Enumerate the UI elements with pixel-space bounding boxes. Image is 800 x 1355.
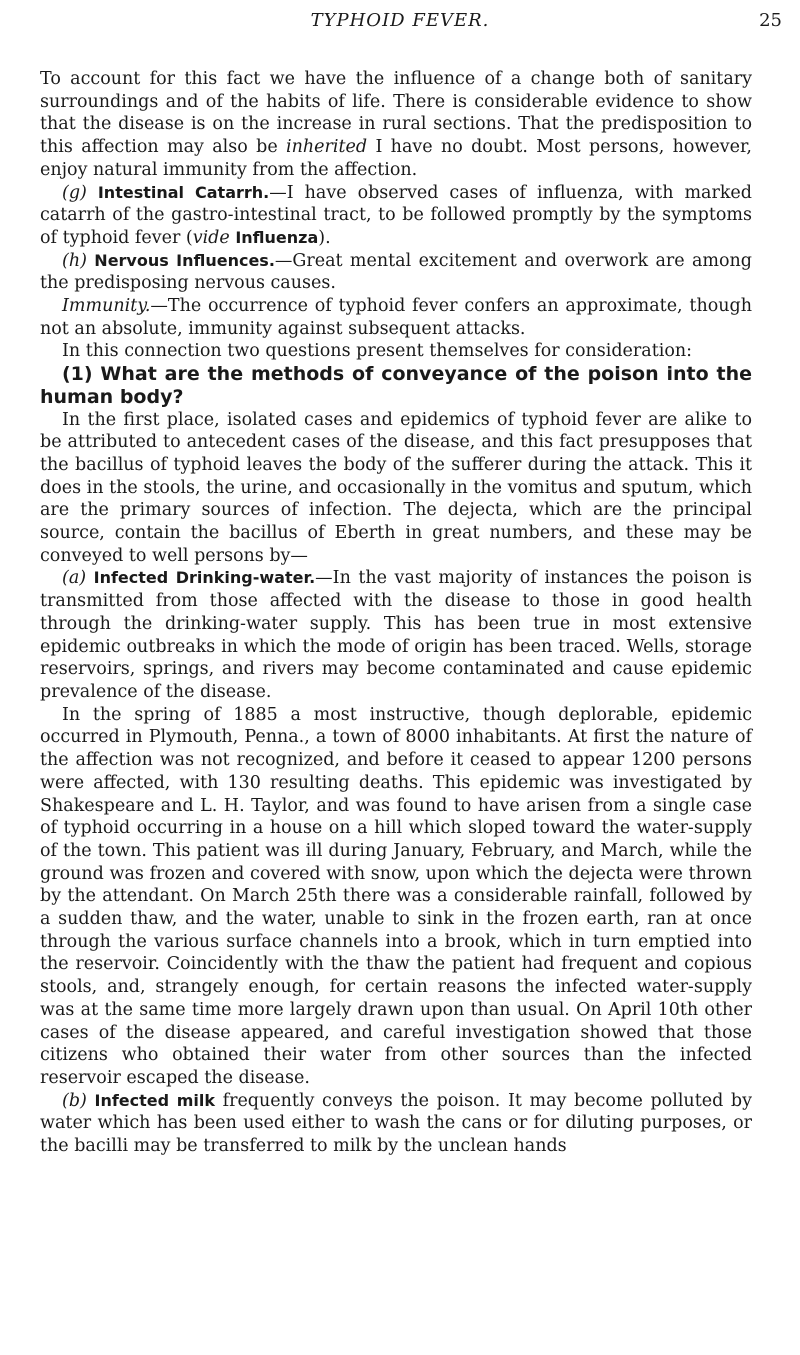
paragraph-drinking-water: (a) Infected Drinking-water.—In the vast majority of instances the poison is transmitted from those affected with the disease to those in good health through the drinking-water supply. This has been true in most extensive epidemic outbreaks in which the mode of origin has been traced. Wells, storage reservoirs, springs, and rivers may become contaminated and cause epidemic prevalence of the disease. — [40, 568, 752, 702]
page-number: 25 — [759, 10, 782, 31]
paragraph-questions-intro: In this connection two questions present themselves for consideration: — [62, 341, 693, 362]
question-heading: (1) What are the methods of conveyance of the poison into the human body? — [40, 363, 752, 408]
paragraph-intro: To account for this fact we have the influence of a change both of sanitary surroundings and of the habits of life. There is considerable evidence to show that the disease is on the increase in rural sections. That the predisposition to this affection may also be inherited I have no doubt. Most persons, however, enjoy natural immunity from the affection. — [40, 69, 752, 180]
paragraph-intestinal-catarrh: (g) Intestinal Catarrh.—I have observed cases of influenza, with marked catarrh of the gastro-intestinal tract, to be followed promptly by the symptoms of typhoid fever (vide Influenza). — [40, 182, 752, 248]
paragraph-plymouth: In the spring of 1885 a most instructive, though deplorable, epidemic occurred in Plymouth, Penna., a town of 8000 inhabitants. At first the nature of the affection was not recognized, and before it ceased to appear 1200 persons were affected, with 130 resulting deaths. This epidemic was investigated by Shakespeare and L. H. Taylor, and was found to have arisen from a single case of typhoid occurring in a house on a hill which sloped toward the water-supply of the town. This patient was ill during January, February, and March, while the ground was frozen and covered with snow, upon which the dejecta were thrown by the attendant. On March 25th there was a considerable rainfall, followed by a sudden thaw, and the water, unable to sink in the frozen earth, ran at once through the various surface channels into a brook, which in turn emptied into the reservoir. Coincidently with the thaw the patient had frequent and copious stools, and, strangely enough, for certain reasons the infected water-supply was at the same time more largely drawn upon than usual. On April 10th other cases of the disease appeared, and careful investigation showed that those citizens who obtained their water from other sources than the infected reservoir escaped the disease. — [40, 704, 752, 1088]
paragraph-nervous-influences: (h) Nervous Influences.—Great mental excitement and overwork are among the predisposing nervous causes. — [40, 250, 752, 294]
body-text — [40, 68, 752, 1158]
paragraph-first-place: In the first place, isolated cases and epidemics of typhoid fever are alike to be attributed to antecedent cases of the disease, and this fact presupposes that the bacillus of typhoid leaves the body of the sufferer during the attack. This it does in the stools, the urine, and occasionally in the vomitus and sputum, which are the primary sources of infection. The dejecta, which are the principal source, contain the bacillus of Eberth in great numbers, and these may be conveyed to well persons by— — [40, 409, 752, 566]
paragraph-immunity: Immunity.—The occurrence of typhoid fever confers an approximate, though not an absolute, immunity against subsequent attacks. — [40, 296, 752, 339]
running-header: TYPHOID FEVER. — [310, 10, 490, 31]
paragraph-infected-milk: (b) Infected milk frequently conveys the poison. It may become polluted by water which has been used either to wash the cans or for diluting purposes, or the bacilli may be transferred to milk by the unclean hands — [40, 1090, 752, 1157]
